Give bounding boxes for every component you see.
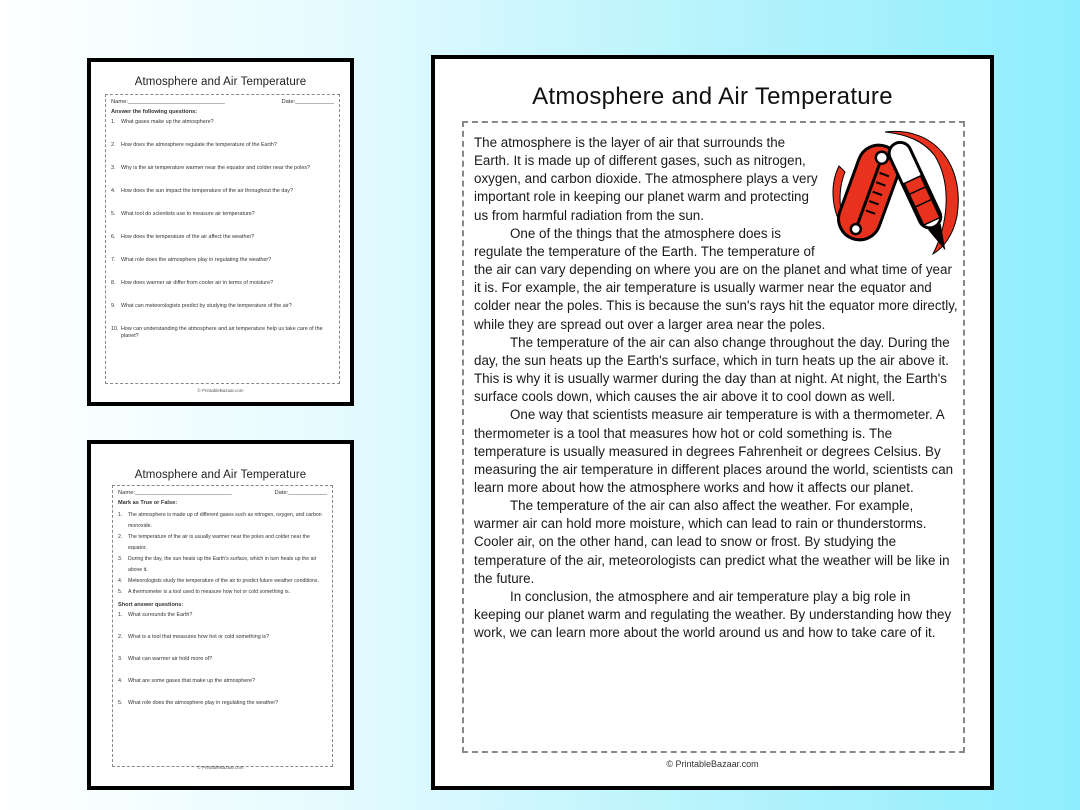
reading-passage-page <box>431 55 994 790</box>
list-item <box>111 234 334 241</box>
passage-paragraph: One way that scientists measure air temperature is with a thermometer. A thermometer is a tool that measures how hot or cold something is. The temperature is usually measured in degrees Fahrenheit or degrees Celsius. By measuring the air temperature in different places around the world, scientists can learn more about how the atmosphere works and how it affects our planet. <box>474 407 954 495</box>
item-text: The temperature of the air is usually warmer near the poles and colder near the equator. <box>128 534 310 551</box>
question-list <box>111 119 334 340</box>
list-item <box>111 165 334 172</box>
item-text: How does warmer air differ from cooler air in terms of moisture? <box>121 280 274 286</box>
item-number: 2. <box>118 534 123 540</box>
item-number: 4. <box>111 188 116 194</box>
item-number: 3. <box>118 656 123 662</box>
item-text: How does the sun impact the temperature of the air throughout the day? <box>121 188 294 194</box>
true-false-heading: Mark as True or False: <box>118 500 178 506</box>
worksheet-content-box <box>105 94 340 384</box>
item-number: 8. <box>111 280 116 286</box>
thermometer-icon <box>825 126 967 261</box>
passage-body <box>474 134 959 642</box>
item-text: How does the temperature of the air affect the weather? <box>121 234 255 240</box>
name-date-row <box>111 99 334 105</box>
short-answer-heading: Short answer questions: <box>118 602 184 608</box>
item-number: 6. <box>111 234 116 240</box>
list-item <box>118 587 327 598</box>
list-item <box>118 612 327 619</box>
item-text: What surrounds the Earth? <box>128 612 193 618</box>
item-number: 1. <box>111 119 116 125</box>
item-text: The atmosphere is made up of different gases such as nitrogen, oxygen, and carbon monoxide. <box>128 512 322 529</box>
list-item <box>111 257 334 264</box>
date-field-label: Date:____________ <box>281 99 334 105</box>
item-number: 4. <box>118 678 123 684</box>
list-item <box>111 211 334 218</box>
copyright-footer: © PrintableBazaar.com <box>197 388 244 393</box>
list-item <box>111 326 334 340</box>
item-number: 5. <box>118 589 123 595</box>
list-item <box>118 576 327 587</box>
list-item <box>111 142 334 149</box>
item-text: What role does the atmosphere play in regulating the weather? <box>128 700 279 706</box>
item-number: 3. <box>111 165 116 171</box>
passage-paragraph: The temperature of the air can also change throughout the day. During the day, the sun heats up the Earth's surface, which in turn heats up the air above it. This is why it is usually warmer during the day than at night. At night, the Earth's surface cools down, which causes the air above it to cool down as well. <box>474 334 950 405</box>
worksheet-true-false-page <box>87 440 354 790</box>
item-number: 5. <box>118 700 123 706</box>
item-text: A thermometer is a tool used to measure how hot or cold something is. <box>128 589 291 595</box>
item-text: How can understanding the atmosphere and air temperature help us take care of the planet? <box>121 326 323 339</box>
item-text: What role does the atmosphere play in regulating the weather? <box>121 257 272 263</box>
list-item <box>111 188 334 195</box>
item-text: What are some gases that make up the atmosphere? <box>128 678 256 684</box>
passage-paragraph: The temperature of the air can also affect the weather. For example, warmer air can hold more moisture, which can lead to rain or thunderstorms. Cooler air, on the other hand, can lead to snow or frost. By studying the temperature of the air, meteorologists can predict what the weather will be like in the future. <box>474 498 950 586</box>
item-text: How does the atmosphere regulate the temperature of the Earth? <box>121 142 277 148</box>
section-heading: Answer the following questions: <box>111 109 198 115</box>
item-text: What can meteorologists predict by studying the temperature of the air? <box>121 303 292 309</box>
item-number: 7. <box>111 257 116 263</box>
item-text: Why is the air temperature warmer near the equator and colder near the poles? <box>121 165 311 171</box>
item-number: 2. <box>111 142 116 148</box>
item-text: During the day, the sun heats up the Earth's surface, which in turn heats up the air above it. <box>128 556 317 573</box>
worksheet-title: Atmosphere and Air Temperature <box>134 469 307 481</box>
item-text: What tool do scientists use to measure air temperature? <box>121 211 255 217</box>
item-number: 5. <box>111 211 116 217</box>
list-item <box>118 700 327 707</box>
list-item <box>118 510 327 532</box>
list-item <box>111 280 334 287</box>
item-text: What gases make up the atmosphere? <box>121 119 214 125</box>
worksheet-content-box <box>112 485 333 767</box>
list-item <box>118 678 327 685</box>
passage-paragraph: In conclusion, the atmosphere and air temperature play a big role in keeping our planet warm and regulating the weather. By understanding how they work, we can learn more about the world around us and how to take care of it. <box>474 588 952 641</box>
list-item <box>118 532 327 554</box>
passage-paragraph: The atmosphere is the layer of air that surrounds the Earth. It is made up of different gases, such as nitrogen, oxygen, and carbon dioxide. The atmosphere plays a very important role in keeping our planet warm and protecting us from harmful radiation from the sun. <box>474 135 818 223</box>
item-number: 4. <box>118 578 123 584</box>
true-false-list <box>118 510 327 598</box>
item-text: Meteorologists study the temperature of the air to predict future weather conditions. <box>128 578 319 584</box>
list-item <box>118 554 327 576</box>
copyright-footer: © PrintableBazaar.com <box>666 759 759 769</box>
date-field-label: Date:____________ <box>274 490 327 496</box>
worksheet-title: Atmosphere and Air Temperature <box>134 76 307 88</box>
list-item <box>118 656 327 663</box>
short-answer-list <box>118 612 327 707</box>
page-title: Atmosphere and Air Temperature <box>532 83 893 110</box>
item-number: 1. <box>118 612 123 618</box>
list-item <box>111 119 334 126</box>
name-field-label: Name:______________________________ <box>111 99 225 105</box>
passage-paragraph: One of the things that the atmosphere does is regulate the temperature of the Earth. The temperature of the air can vary depending on where you are on the planet and what time of year it is. For example, the air temperature is usually warmer near the equator and colder near the poles. This is because the sun's rays hit the equator more directly, while they are spread out over a larger area near the poles. <box>474 225 958 332</box>
copyright-footer: © PrintableBazaar.com <box>197 765 244 770</box>
item-text: What is a tool that measures how hot or cold something is? <box>128 634 270 640</box>
item-number: 2. <box>118 634 123 640</box>
item-number: 3. <box>118 556 123 562</box>
name-field-label: Name:______________________________ <box>118 490 232 496</box>
list-item <box>118 634 327 641</box>
item-number: 1. <box>118 512 123 518</box>
item-number: 10. <box>111 326 119 332</box>
name-date-row <box>118 490 327 496</box>
worksheet-questions-page <box>87 58 354 406</box>
item-number: 9. <box>111 303 116 309</box>
list-item <box>111 303 334 310</box>
item-text: What can warmer air hold more of? <box>128 656 213 662</box>
